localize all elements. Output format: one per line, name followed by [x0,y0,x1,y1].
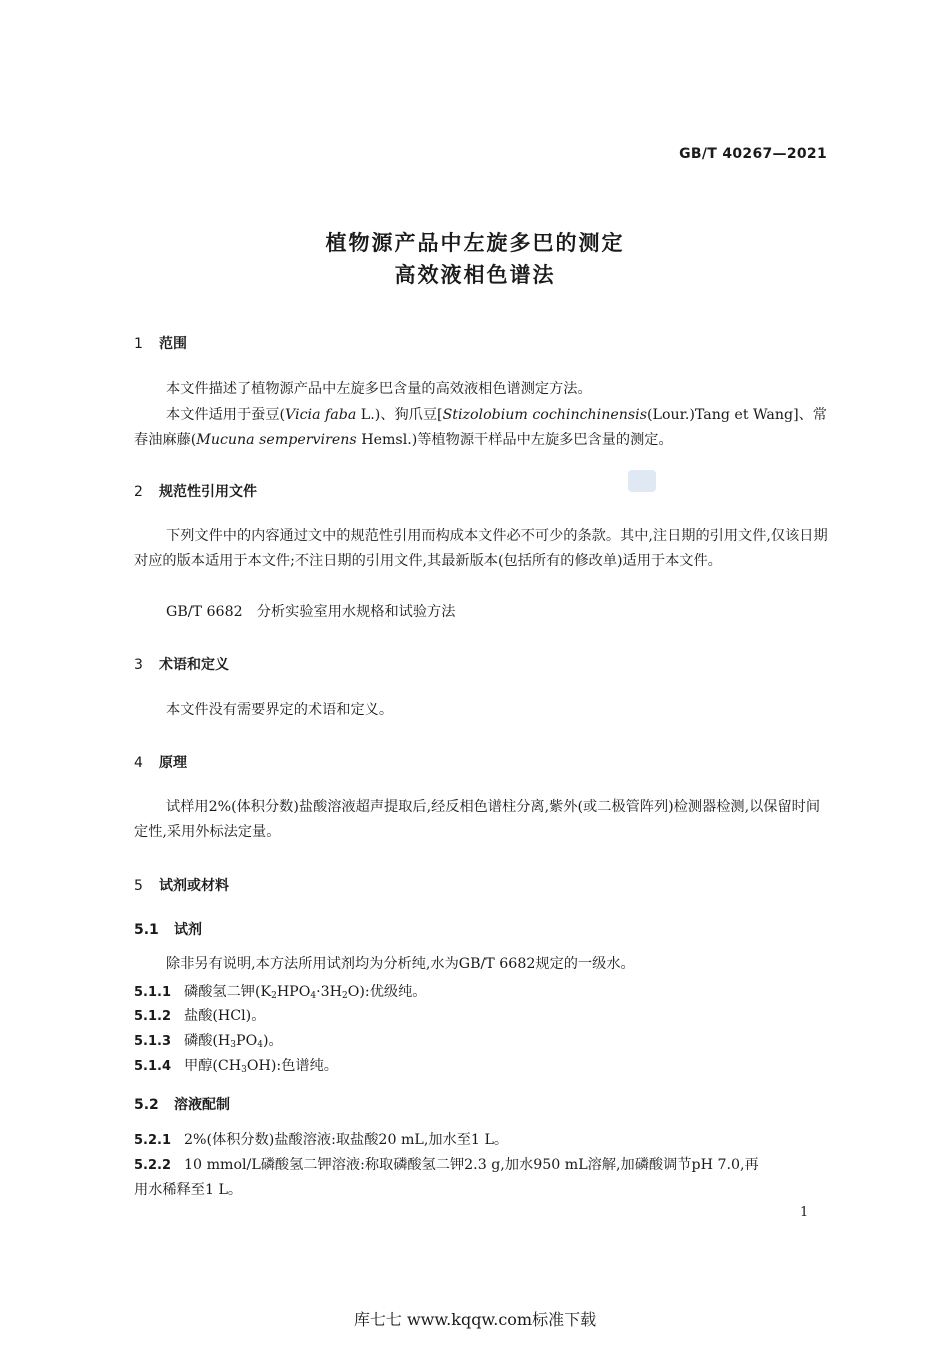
text-run: )。 [262,1033,283,1049]
item-number: 5.2.2 [134,1158,172,1173]
section-3-paragraph-1: 本文件没有需要界定的术语和定义。 [166,702,394,718]
text-run: L.)、狗爪豆[ [356,407,443,423]
subscript: 4 [257,1040,263,1050]
latin-name: Stizolobium cochinchinensis [442,407,647,423]
item-number: 5.1.1 [134,985,172,1000]
section-title: 术语和定义 [159,657,229,673]
watermark-logo [628,470,656,492]
item-5-2-2 [134,1154,828,1174]
text-run: Hemsl.)等植物源干样品中左旋多巴含量的测定。 [356,432,673,448]
item-5-2-1 [134,1129,508,1149]
section-number: 1 [134,336,143,352]
subsection-title: 溶液配制 [174,1097,230,1113]
document-title-line2: 高效液相色谱法 [394,263,556,287]
section-number: 2 [134,484,143,500]
text-run: 磷酸氢二钾(K [184,984,272,1000]
section-title: 原理 [159,755,187,771]
text-run: OH):色谱纯。 [246,1058,338,1074]
subsection-number: 5.2 [134,1097,159,1113]
item-5-2-2-continued: 用水稀释至1 L。 [134,1182,243,1198]
subscript: 2 [271,991,277,1001]
section-title: 范围 [159,336,187,352]
normative-reference: GB/T 6682 分析实验室用水规格和试验方法 [166,604,456,620]
section-5-heading [134,875,229,895]
standard-number: GB/T 40267—2021 [679,146,827,162]
item-5-1-3 [134,1030,283,1050]
text-run: 甲醇(CH [184,1058,242,1074]
item-number: 5.1.3 [134,1034,172,1049]
item-number: 5.1.4 [134,1059,172,1074]
text-run: 本文件适用于蚕豆( [166,407,286,423]
section-3-heading [134,654,229,674]
text-run: O):优级纯。 [347,984,427,1000]
section-5-2-heading [134,1094,230,1114]
section-2-heading [134,481,257,501]
section-number: 3 [134,657,143,673]
section-5-1-paragraph: 除非另有说明,本方法所用试剂均为分析纯,水为GB/T 6682规定的一级水。 [166,956,635,972]
download-footer: 库七七 www.kqqw.com标准下载 [353,1310,597,1329]
section-1-heading [134,333,187,353]
item-5-1-4 [134,1055,338,1075]
item-5-1-1 [134,981,426,1001]
subscript: 2 [342,991,348,1001]
text-run: HPO [276,984,311,1000]
section-2-paragraph-1: 下列文件中的内容通过文中的规范性引用而构成本文件必不可少的条款。其中,注日期的引用文件,仅该日期对应的版本适用于本文件;不注日期的引用文件,其最新版本(包括所有的修改单)适用于本文件。 [134,528,828,569]
latin-name: Vicia faba [285,407,357,423]
section-4-paragraph-1: 试样用2%(体积分数)盐酸溶液超声提取后,经反相色谱柱分离,紫外(或二极管阵列)检测器检测,以保留时间定性,采用外标法定量。 [134,799,821,840]
text-run: (Lour.)Tang et Wang]、常春油麻藤( [134,407,827,448]
latin-name: Mucuna sempervirens [196,432,357,448]
section-title: 试剂或材料 [159,878,229,894]
item-5-1-2 [134,1005,265,1025]
section-4-heading [134,752,187,772]
text-run: 盐酸(HCl)。 [184,1008,266,1024]
item-number: 5.1.2 [134,1009,172,1024]
page-number: 1 [800,1205,809,1220]
subsection-title: 试剂 [174,922,202,938]
document-title-line1: 植物源产品中左旋多巴的测定 [325,231,625,255]
text-run: 10 mmol/L磷酸氢二钾溶液:称取磷酸氢二钾2.3 g,加水950 mL溶解,加磷酸调节pH 7.0,再 [184,1157,759,1173]
text-run: PO [236,1033,258,1049]
subscript: 3 [241,1065,247,1075]
text-run: ·3H [316,984,343,1000]
section-number: 4 [134,755,143,771]
text-run: 磷酸(H [184,1033,231,1049]
section-number: 5 [134,878,143,894]
section-1-paragraph-1: 本文件描述了植物源产品中左旋多巴含量的高效液相色谱测定方法。 [166,381,592,397]
subscript: 4 [310,991,317,1001]
item-number: 5.2.1 [134,1133,172,1148]
section-title: 规范性引用文件 [159,484,257,500]
section-1-paragraph-2 [134,403,828,453]
subscript: 3 [230,1040,237,1050]
text-run: 2%(体积分数)盐酸溶液:取盐酸20 mL,加水至1 L。 [184,1132,509,1148]
subsection-number: 5.1 [134,922,159,938]
section-5-1-heading [134,919,202,939]
